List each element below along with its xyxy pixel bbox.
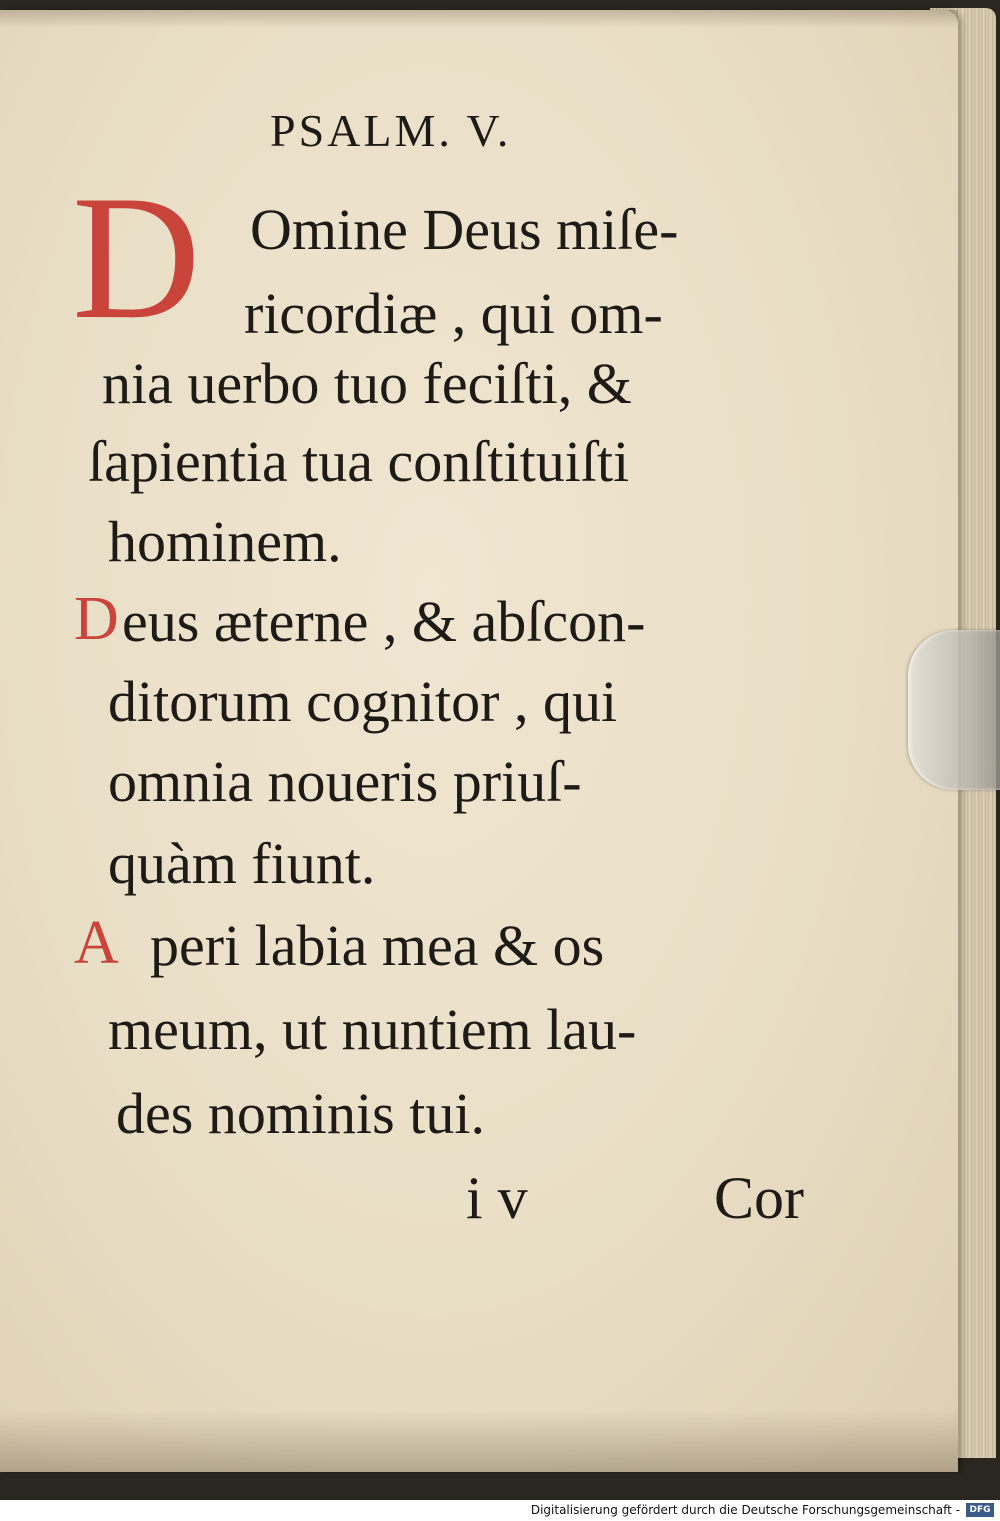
text-line-2: ricordiæ , qui om-: [244, 281, 663, 346]
text-line-12: des nominis tui.: [116, 1081, 485, 1146]
page-top-shadow: [0, 10, 958, 28]
text-line-11: meum, ut nuntiem lau-: [108, 997, 637, 1062]
text-line-8: omnia noueris priuſ-: [108, 749, 582, 814]
dfg-logo: DFG: [966, 1503, 994, 1517]
text-line-7: ditorum cognitor , qui: [108, 669, 618, 734]
text-line-9: quàm fiunt.: [108, 831, 376, 896]
text-line-3: nia uerbo tuo feciſti, &: [102, 351, 632, 416]
catchword: Cor: [714, 1165, 804, 1231]
page-bottom-shadow: [0, 1410, 958, 1472]
initial-letter-a: A: [74, 909, 119, 977]
signature-mark: i v: [466, 1165, 528, 1231]
page-heading: PSALM. V.: [270, 105, 512, 156]
page-holder-clip: [908, 630, 1000, 790]
initial-letter-d-large: D: [72, 158, 201, 356]
text-line-6: eus æterne , & abſcon-: [122, 589, 646, 654]
initial-letter-d-small: D: [74, 585, 119, 653]
text-line-4: ſapientia tua conſtituiſti: [88, 429, 630, 494]
text-line-5: hominem.: [108, 509, 342, 574]
digitization-footer: [0, 1500, 1000, 1521]
funding-credit: Digitalisierung gefördert durch die Deutsche Forschungsgemeinschaft -: [530, 1503, 960, 1517]
text-line-1: Omine Deus miſe-: [250, 197, 679, 262]
text-line-10: peri labia mea & os: [150, 913, 605, 978]
